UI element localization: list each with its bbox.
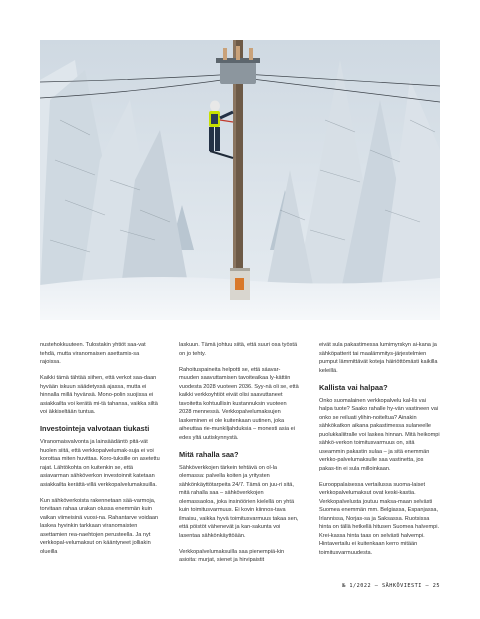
section-heading: Mitä rahalla saa? xyxy=(179,449,239,459)
page-footer: № 1/2022 – SÄHKÖVIESTI – 25 xyxy=(342,583,440,589)
paragraph: Rahoituspaineita helpotti se, että sáavar-muuden saavuttamisen tavoiteaikaa ly-kättiin vuodesta 2028 vuoteen 2036. Syy-nä oli se, että kaikki verkkoyhtiöt eivät olisi saavuttaneet tavoitetta kohtuullisin kustannuksin vuoteen 2028 mennessä. Verkkopalvelumaksujen laskeminen ei ole kuitenkaan uutinen, joka aiheuttaa rie-munkiljahduksia – monesti asia ei edes yltä uutiskynnystä. xyxy=(179,366,299,441)
paragraph: Sähköverkkojen tärkein tehtävä on ol-la olemassa: palvella koiten ja yritysten sähkönkäyttötarpeita 24/7. Tämä on juu-ri sitä, mitä rahalla saa – sähköverkkojen olemassaoloa, joka insinöörien kielellä on yhtä kuin toimitusvarmuus. Ei kovin kiinnos-tava ilmaisu, vaikka hyvä toimitusvarmuus takaa sen, että pöistöt vähenevät ja kan-sakunta voi lasentaa sähkönkäyttöään. xyxy=(179,464,299,539)
paragraph: Verkkopalvelumaksuilla saa pienempiä-kin asioita: murjat, sienet ja hirvipaistit xyxy=(179,548,285,563)
paragraph: eivät sula pakastimessa lumimyrskyn ai-kana ja sähköpatterit tai maalämmitys-järjestelmien pumput lämmittävät koteja häiriöttömästi kaikilla keleillä. xyxy=(319,342,438,374)
meter-cabinet xyxy=(230,268,250,300)
paragraph: laskuun. Tämä johtuu siitä, että suuri osa työstä on jo tehty. xyxy=(179,342,298,357)
text-column-2 xyxy=(179,341,300,572)
text-column-3 xyxy=(319,341,440,565)
text-column-1 xyxy=(40,341,161,564)
paragraph: Kun sähköverkoista rakennetaan sää-varmoja, torvitaan rahaa urakan olussa enemmän kuin vaikan viimeisinä vuosi-na. Rahantarve voidaan laskea hyvinkin tarkkaan viranomaisten asettamien rea-naehtojen perusteella. Ja nyt verkkopal-velumaksut on kääntyneet jolliakin olueilla xyxy=(40,497,159,555)
section-heading: Investointeja valvotaan tiukasti xyxy=(40,424,150,433)
paragraph: Viranomaisvalvonta ja lainsäädäntö pitä-vät huolen siitä, että verkkopalvelumak-suja ei voi korottaa miten huvittaa. Koro-tuksille on asetettu rajat. Lähtökohta on kuitenkin se, että asiavarman sähköverkon investoinnit katetaan asiakkailta kerättä-villä verkkopalvelumaksuilla. xyxy=(40,439,160,488)
paragraph: Kaikki tämä tähtää siihen, että verkot saa-daan hyvään iskuun säädetyssä ajassa, mutta ei hinnalla millä hyvänsä. Mono-polin suojissa ei asiakkailta voi kerätä mi-tä tahansa, vaikka siltä voi äkkiseltään tuntua. xyxy=(40,375,158,415)
section-heading: Kallista vai halpaa? xyxy=(319,382,388,392)
paragraph: Eurooppalaisessa vertailussa suoma-laiset verkkopalvelumaksut ovat keski-kastia. Verkkopalvelusta joutuu maksa-maan selvästi Suomea enemmän mm. Belgiassa, Espanjassa, Irlannissa, Norjas-sa ja Saksassa. Ruotsissa hinta on tällä hetkellä hitusen Suomea halvempi. Krei-kassa hinta taas on selvästi halvempi. Hintavertailu ei kuitenkaan kerro mitään toimitusvarmuudesta. xyxy=(319,481,440,556)
paragraph: Onko suomalainen verkkopalvelu kal-lis vai halpa tuote? Saako rahalle hy-vän vastineen vai onko se reiluati ylihin-noiteltua? Ainakin sähkökatkon aikana pakastimessa sulaneelle puolukkaliitralle voi laskea hinnan. Mitä heikompi sähkö-verkon toimitusvarmuus on, sitä useammin pakastin sulaa – ja sitä enemmän verkko-palvelumaksulle saa vastinetta, jos pakas-tin ei sula milloinkaan. xyxy=(319,397,440,472)
paragraph: nustehokkuuteen. Tulostakin yhtiöt saa-vat tehdä, mutta viranomaisen asettamis-sa rajoissa. xyxy=(40,342,146,365)
snowy-forest-pole-illustration xyxy=(40,40,440,320)
lineworker-photo xyxy=(40,40,440,320)
